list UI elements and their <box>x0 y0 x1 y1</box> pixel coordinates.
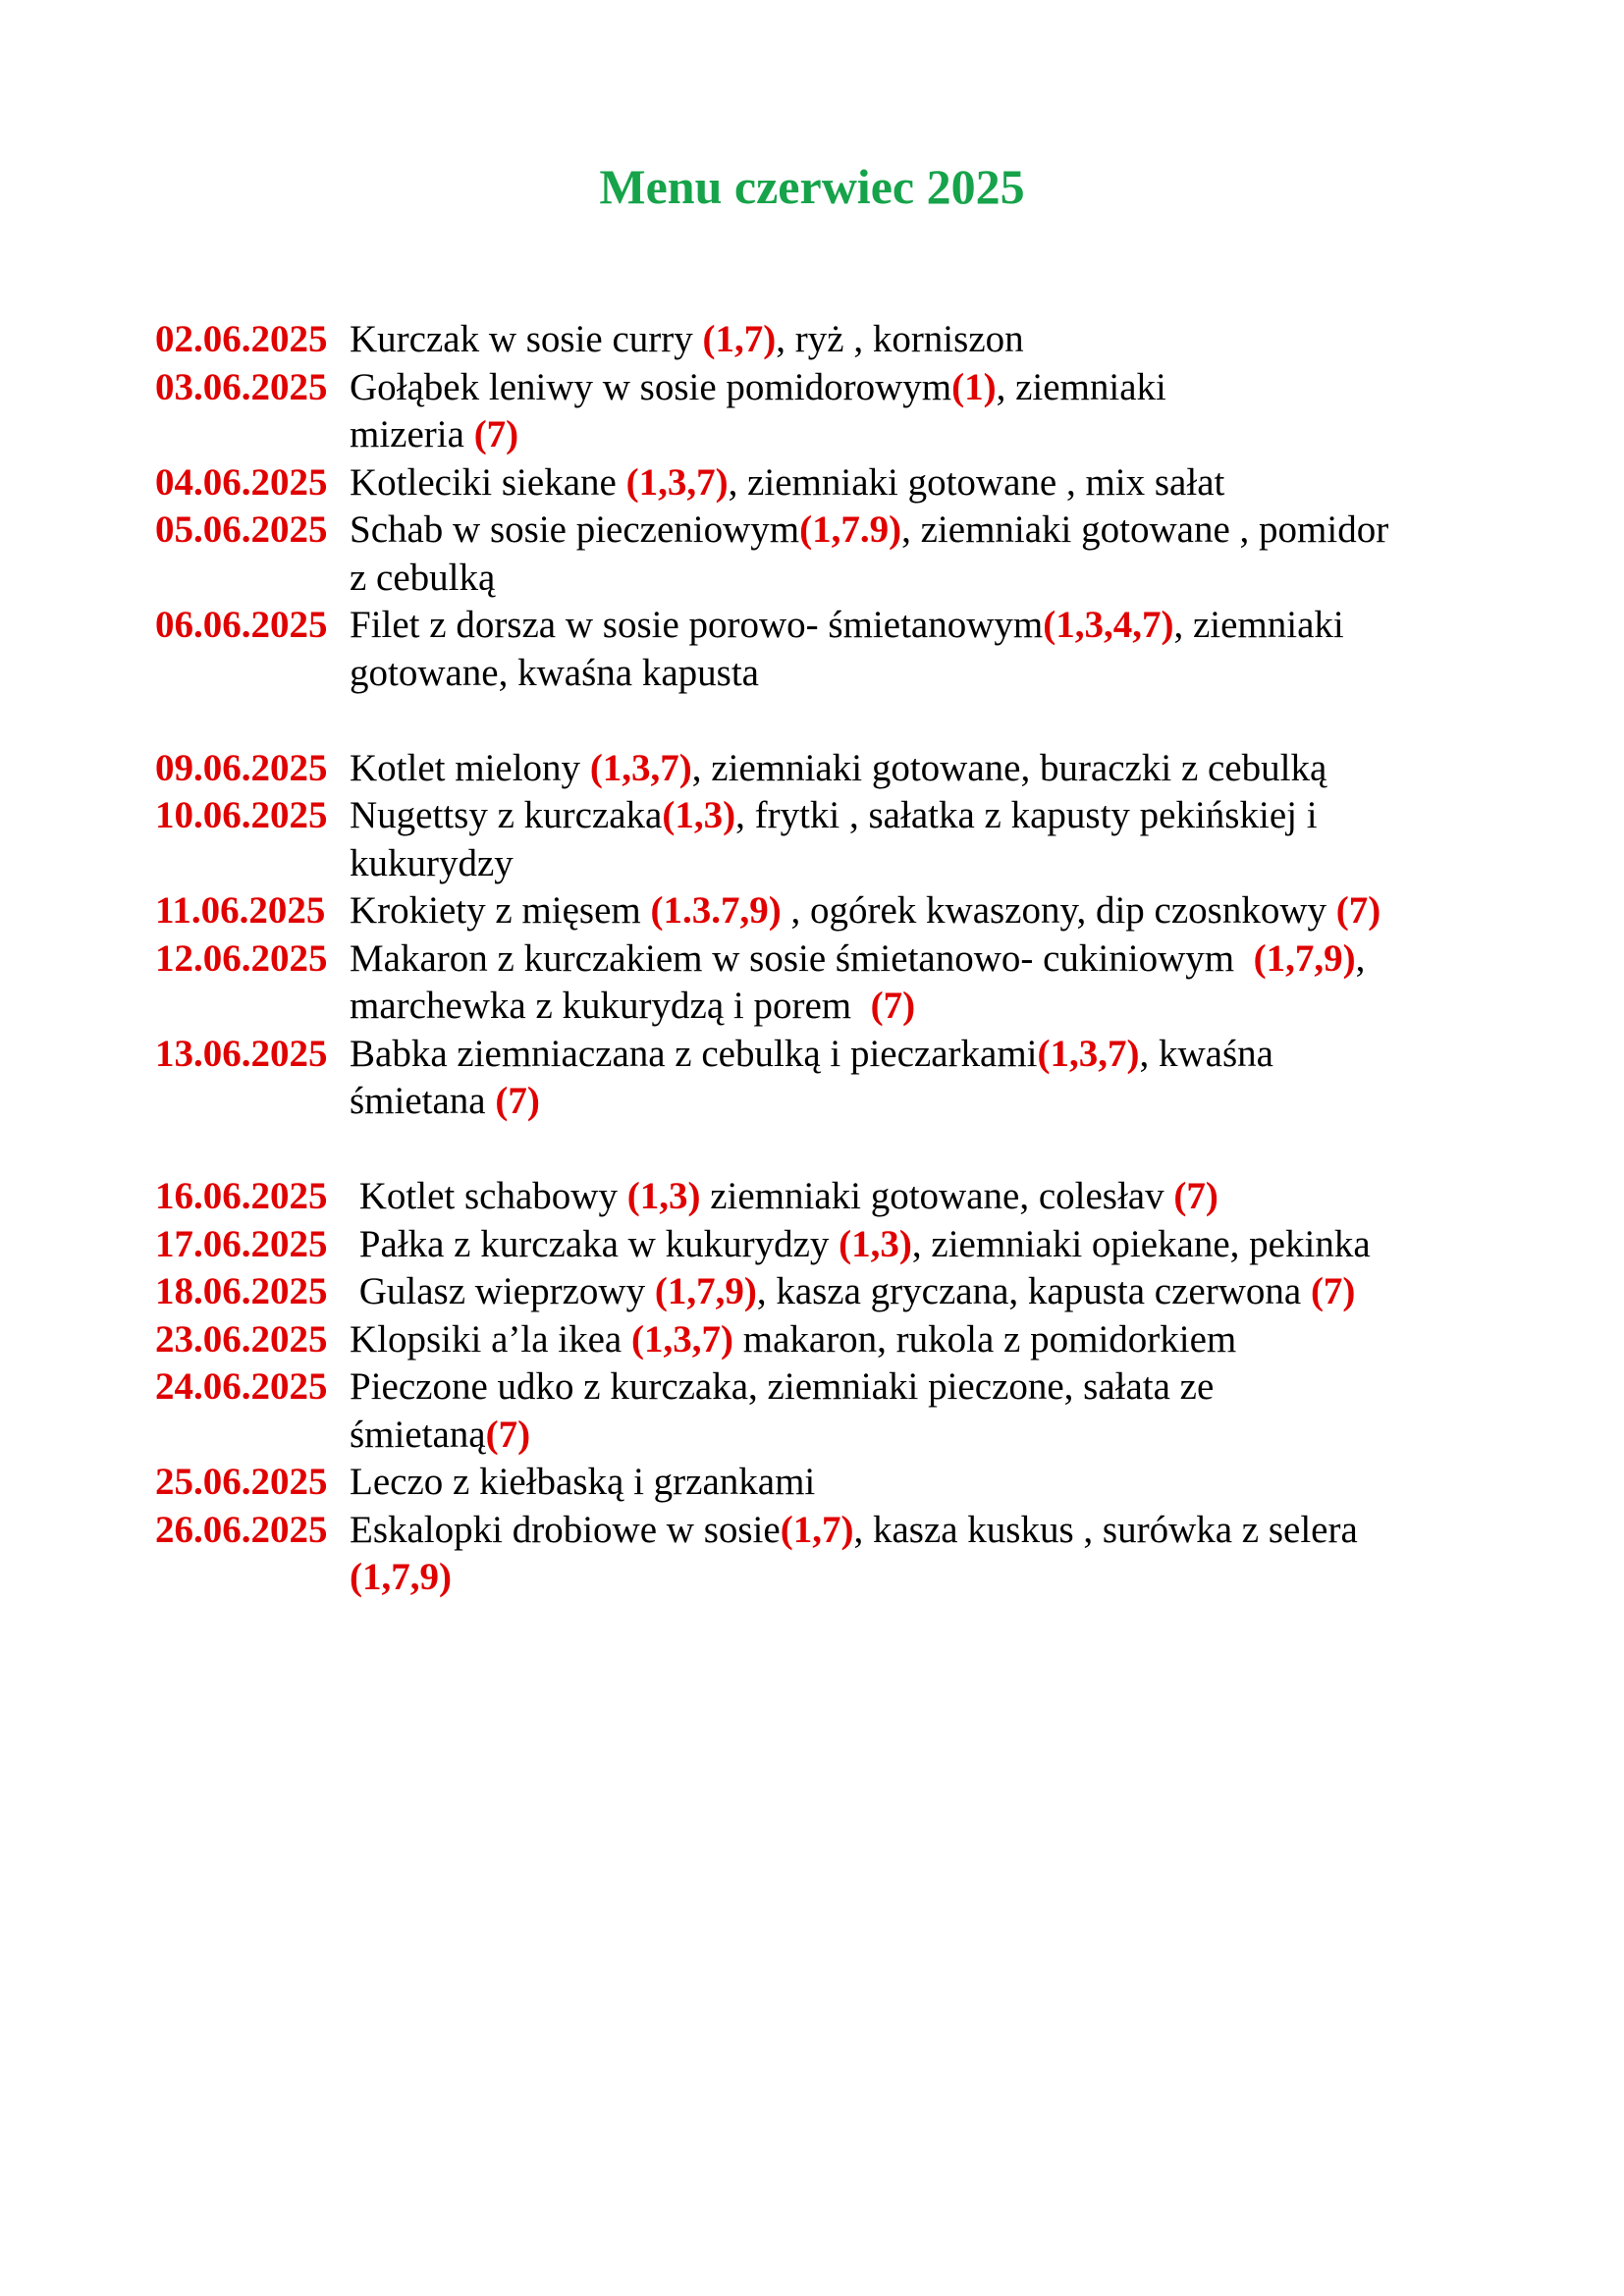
entry-description <box>350 1268 1490 1316</box>
allergen-codes: (1) <box>951 365 997 408</box>
dish-text: z cebulką <box>350 556 496 599</box>
allergen-codes: (1,7,9) <box>350 1556 452 1598</box>
entry-date: 16.06.2025 <box>155 1175 328 1217</box>
menu-entry <box>155 792 1490 887</box>
dish-text: , <box>1355 936 1366 980</box>
entry-date: 18.06.2025 <box>155 1270 328 1312</box>
entry-description <box>350 745 1490 793</box>
menu-entry <box>155 745 1490 793</box>
allergen-codes: (1,3,7) <box>589 746 692 789</box>
dish-text: kukurydzy <box>350 841 514 884</box>
entry-date: 12.06.2025 <box>155 936 328 980</box>
entry-date: 11.06.2025 <box>155 889 326 932</box>
entry-date: 09.06.2025 <box>155 746 328 789</box>
allergen-codes: (1,7.9) <box>799 508 902 551</box>
allergen-codes: (7) <box>485 1413 531 1456</box>
dish-text: , ziemniaki <box>1173 604 1344 646</box>
allergen-codes: (7) <box>1310 1270 1356 1312</box>
dish-text: Klopsiki a’la ikea <box>350 1317 631 1361</box>
menu-entry <box>155 459 1490 507</box>
menu-entry <box>155 602 1490 697</box>
dish-text: , ogórek kwaszony, dip czosnkowy <box>781 889 1336 932</box>
dish-text: , kasza gryczana, kapusta czerwona <box>756 1270 1311 1312</box>
menu-entry <box>155 1459 1490 1507</box>
dish-text: Eskalopki drobiowe w sosie <box>350 1508 781 1551</box>
entry-description <box>350 1221 1490 1269</box>
entry-description <box>350 364 1490 459</box>
entry-date: 10.06.2025 <box>155 794 328 836</box>
menu-entry <box>155 1316 1490 1364</box>
entry-description <box>350 935 1490 1031</box>
menu-entry <box>155 887 1490 935</box>
menu-entry <box>155 1221 1490 1269</box>
entry-description <box>350 1459 1490 1507</box>
dish-text: , kwaśna <box>1139 1032 1273 1075</box>
entry-description <box>350 459 1490 507</box>
dish-text: , ziemniaki gotowane, buraczki z cebulką <box>691 746 1327 789</box>
menu-entry <box>155 1031 1490 1126</box>
entry-description <box>350 1507 1490 1602</box>
allergen-codes: (1,3) <box>626 1175 701 1217</box>
dish-text: Makaron z kurczakiem w sosie śmietanowo- cukiniowym <box>350 936 1254 980</box>
menu-entry <box>155 1363 1490 1459</box>
dish-text: Leczo z kiełbaską i grzankami <box>350 1461 816 1503</box>
menu-entry <box>155 507 1490 602</box>
allergen-codes: (7) <box>473 413 519 455</box>
dish-text: , kasza kuskus , surówka z selera <box>853 1508 1358 1551</box>
entry-date: 04.06.2025 <box>155 460 328 504</box>
allergen-codes: (1,3) <box>839 1222 912 1265</box>
dish-text: Nugettsy z kurczaka <box>350 794 663 836</box>
allergen-codes: (1.3.7,9) <box>650 889 782 932</box>
menu-entry <box>155 316 1490 364</box>
dish-text: , ziemniaki gotowane , mix sałat <box>728 460 1225 504</box>
menu-entry <box>155 1507 1490 1602</box>
dish-text: makaron, rukola z pomidorkiem <box>732 1317 1237 1361</box>
dish-text: Kurczak w sosie curry <box>350 318 703 360</box>
dish-text: , ziemniaki opiekane, pekinka <box>911 1222 1371 1265</box>
dish-text: Pieczone udko z kurczaka, ziemniaki pieczone, sałata ze <box>350 1365 1215 1408</box>
dish-text: Kotlet mielony <box>350 746 590 789</box>
allergen-codes: (7) <box>495 1080 540 1122</box>
allergen-codes: (1,7) <box>780 1508 854 1551</box>
group-spacer <box>155 1126 1490 1174</box>
entry-description <box>350 316 1490 364</box>
menu-list <box>155 316 1490 1602</box>
group-spacer <box>155 697 1490 745</box>
allergen-codes: (1,7,9) <box>1253 936 1356 980</box>
menu-entry <box>155 935 1490 1031</box>
allergen-codes: (1,3) <box>662 794 736 836</box>
entry-description <box>350 1363 1490 1459</box>
dish-text: Schab w sosie pieczeniowym <box>350 508 800 551</box>
allergen-codes: (1,3,7) <box>631 1317 733 1361</box>
entry-date: 02.06.2025 <box>155 318 328 360</box>
dish-text: Kotlet schabowy <box>350 1175 627 1217</box>
dish-text: , ziemniaki <box>996 365 1166 408</box>
entry-date: 05.06.2025 <box>155 508 328 551</box>
allergen-codes: (1,3,4,7) <box>1043 604 1174 646</box>
dish-text: Kotleciki siekane <box>350 460 626 504</box>
dish-text: , frytki , sałatka z kapusty pekińskiej i <box>735 794 1318 836</box>
entry-date: 26.06.2025 <box>155 1508 328 1551</box>
menu-entry <box>155 364 1490 459</box>
dish-text: śmietaną <box>350 1413 486 1456</box>
menu-entry <box>155 1173 1490 1221</box>
allergen-codes: (7) <box>1173 1175 1218 1217</box>
dish-text: Pałka z kurczaka w kukurydzy <box>350 1222 839 1265</box>
dish-text: Gulasz wieprzowy <box>350 1270 655 1312</box>
entry-date: 06.06.2025 <box>155 604 328 646</box>
dish-text: mizeria <box>350 413 474 455</box>
entry-description <box>350 792 1490 887</box>
dish-text: Krokiety z mięsem <box>350 889 651 932</box>
entry-description <box>350 1316 1490 1364</box>
allergen-codes: (1,7) <box>702 318 777 360</box>
dish-text: Babka ziemniaczana z cebulką i pieczarkami <box>350 1032 1038 1075</box>
entry-description <box>350 507 1490 602</box>
allergen-codes: (7) <box>870 985 916 1027</box>
dish-text: , ryż , korniszon <box>776 318 1024 360</box>
entry-date: 03.06.2025 <box>155 365 328 408</box>
allergen-codes: (1,3,7) <box>1037 1032 1140 1075</box>
allergen-codes: (1,7,9) <box>654 1270 757 1312</box>
entry-date: 23.06.2025 <box>155 1317 328 1361</box>
entry-date: 24.06.2025 <box>155 1365 328 1408</box>
entry-description <box>350 887 1490 935</box>
dish-text: Filet z dorsza w sosie porowo- śmietanowym <box>350 604 1044 646</box>
entry-date: 25.06.2025 <box>155 1461 328 1503</box>
menu-entry <box>155 1268 1490 1316</box>
entry-date: 13.06.2025 <box>155 1032 328 1075</box>
entry-description <box>350 1031 1490 1126</box>
dish-text: śmietana <box>350 1080 496 1122</box>
allergen-codes: (1,3,7) <box>625 460 729 504</box>
entry-description <box>350 602 1490 697</box>
dish-text: , ziemniaki gotowane , pomidor <box>901 508 1389 551</box>
page-title: Menu czerwiec 2025 <box>599 159 1025 214</box>
dish-text: Gołąbek leniwy w sosie pomidorowym <box>350 365 952 408</box>
allergen-codes: (7) <box>1335 889 1381 932</box>
dish-text: gotowane, kwaśna kapusta <box>350 651 759 694</box>
entry-description <box>350 1173 1490 1221</box>
dish-text: ziemniaki gotowane, colesłav <box>700 1175 1174 1217</box>
dish-text: marchewka z kukurydzą i porem <box>350 985 871 1027</box>
entry-date: 17.06.2025 <box>155 1222 328 1265</box>
